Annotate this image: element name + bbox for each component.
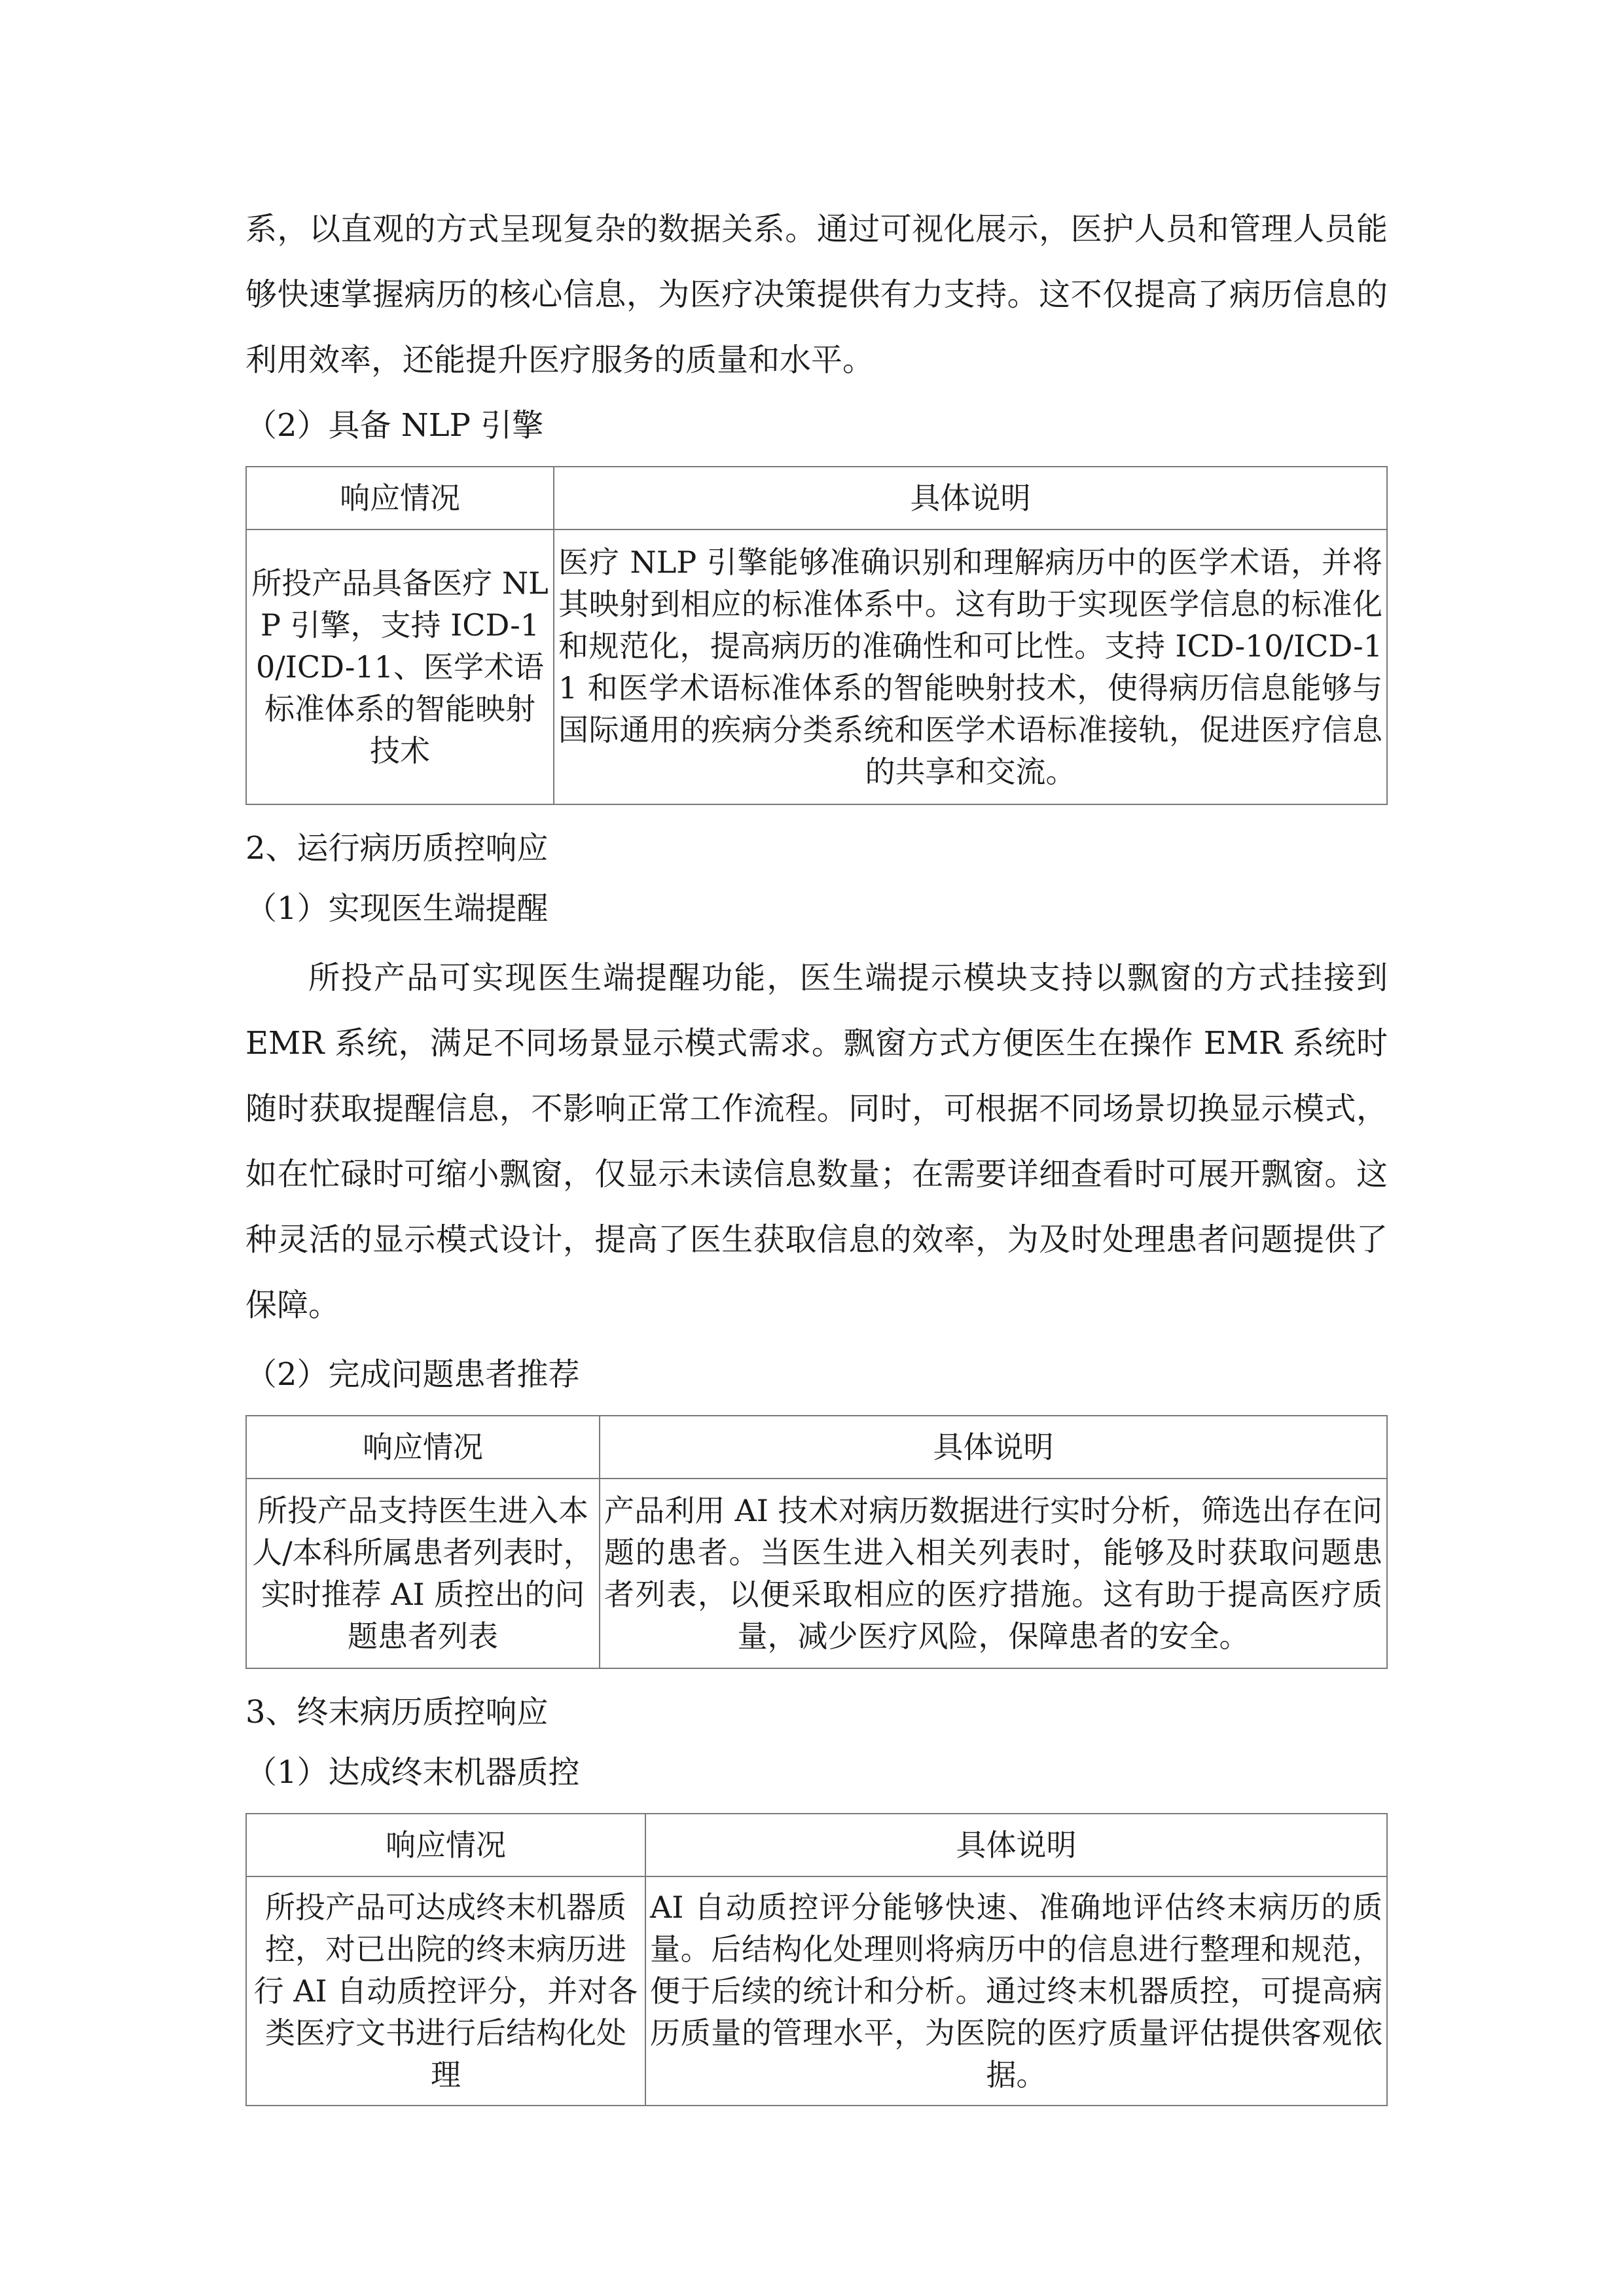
col-detail-header: 具体说明 bbox=[645, 1814, 1387, 1876]
runtime-sub2-heading: （2）完成问题患者推荐 bbox=[245, 1356, 580, 1393]
runtime-sub1-paragraph: 所投产品可实现医生端提醒功能，医生端提示模块支持以飘窗的方式挂接到 EMR 系统，满足不同场景显示模式需求。飘窗方式方便医生在操作 EMR 系统时随时获取提醒信息，不影响正常工作流程。同时，可根据不同场景切换显示模式，如在忙碌时可缩小飘窗，仅显示未读信息数量；在需要详细查看时可展开飘窗。这种灵活的显示模式设计，提高了医生获取信息的效率，为及时处理患者问题提供了保障。 bbox=[245, 960, 1388, 1323]
col-response-header: 响应情况 bbox=[246, 467, 554, 529]
col-response-header: 响应情况 bbox=[246, 1814, 645, 1876]
section-terminal-heading: 3、终末病历质控响应 bbox=[245, 1694, 549, 1731]
section-nlp-heading: （2）具备 NLP 引擎 bbox=[245, 407, 544, 444]
detail-cell: AI 自动质控评分能够快速、准确地评估终末病历的质量。后结构化处理则将病历中的信息进行整理和规范，便于后续的统计和分析。通过终末机器质控，可提高病历质量的管理水平，为医院的医疗质量评估提供客观依据。 bbox=[645, 1876, 1387, 2106]
table-row bbox=[246, 1479, 1387, 1668]
runtime-table bbox=[245, 1415, 1388, 1669]
nlp-table bbox=[245, 466, 1388, 805]
response-cell: 所投产品支持医生进入本人/本科所属患者列表时，实时推荐 AI 质控出的问题患者列表 bbox=[246, 1479, 600, 1668]
terminal-table bbox=[245, 1813, 1388, 2106]
section-runtime-heading: 2、运行病历质控响应 bbox=[245, 830, 549, 867]
table-header-row bbox=[246, 467, 1387, 529]
terminal-sub1-heading: （1）达成终末机器质控 bbox=[245, 1754, 580, 1791]
intro-paragraph: 系，以直观的方式呈现复杂的数据关系。通过可视化展示，医护人员和管理人员能够快速掌握病历的核心信息，为医疗决策提供有力支持。这不仅提高了病历信息的利用效率，还能提升医疗服务的质量和水平。 bbox=[245, 211, 1388, 378]
detail-cell: 产品利用 AI 技术对病历数据进行实时分析，筛选出存在问题的患者。当医生进入相关列表时，能够及时获取问题患者列表，以便采取相应的医疗措施。这有助于提高医疗质量，减少医疗风险，保障患者的安全。 bbox=[600, 1479, 1387, 1668]
table-header-row bbox=[246, 1416, 1387, 1479]
table-row bbox=[246, 529, 1387, 804]
response-cell: 所投产品可达成终末机器质控，对已出院的终末病历进行 AI 自动质控评分，并对各类医疗文书进行后结构化处理 bbox=[246, 1876, 645, 2106]
col-detail-header: 具体说明 bbox=[600, 1416, 1387, 1479]
table-row bbox=[246, 1876, 1387, 2106]
col-detail-header: 具体说明 bbox=[554, 467, 1387, 529]
document-page bbox=[245, 196, 1388, 2106]
col-response-header: 响应情况 bbox=[246, 1416, 600, 1479]
runtime-sub1-heading: （1）实现医生端提醒 bbox=[245, 890, 549, 927]
table-header-row bbox=[246, 1814, 1387, 1876]
detail-cell: 医疗 NLP 引擎能够准确识别和理解病历中的医学术语，并将其映射到相应的标准体系中。这有助于实现医学信息的标准化和规范化，提高病历的准确性和可比性。支持 ICD-10/ICD-11 和医学术语标准体系的智能映射技术，使得病历信息能够与国际通用的疾病分类系统和医学术语标准接轨，促进医疗信息的共享和交流。 bbox=[554, 529, 1387, 804]
response-cell: 所投产品具备医疗 NLP 引擎，支持 ICD-10/ICD-11、医学术语标准体系的智能映射技术 bbox=[246, 529, 554, 804]
